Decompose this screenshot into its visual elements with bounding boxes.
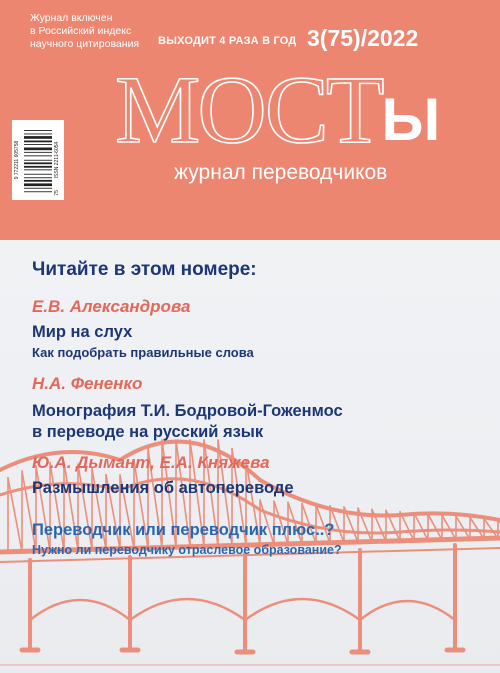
- cover-header: [0, 0, 500, 240]
- article-subtitle: Нужно ли переводчику отраслевое образование?: [32, 543, 342, 557]
- barcode-digits: 9 772211 605758: [14, 140, 20, 180]
- article-author: Ю.А. Дымант, Е.А. Княжева: [32, 453, 270, 472]
- article-author: Н.А. Фененко: [32, 374, 143, 393]
- journal-subtitle: журнал переводчиков: [174, 161, 388, 184]
- publication-frequency: ВЫХОДИТ 4 РАЗА В ГОД: [158, 35, 297, 47]
- barcode-issn: ISSN 2211-6054: [54, 141, 60, 179]
- article-author: Е.В. Александрова: [32, 297, 191, 316]
- indexed-note-line: в Российский индекс: [30, 25, 132, 37]
- article-title: Монография Т.И. Бодровой-Гоженмос: [32, 402, 343, 420]
- indexed-note-line: Журнал включен: [30, 12, 113, 24]
- contents-heading: Читайте в этом номере:: [32, 259, 257, 280]
- barcode-icon: [12, 120, 64, 200]
- barcode-addon: 75: [54, 190, 60, 196]
- masthead-outline-text: МОСТ: [115, 56, 382, 163]
- masthead-solid-letter: Ы: [381, 86, 440, 153]
- article-title: Мир на слух: [32, 323, 133, 341]
- article-title: Переводчик или переводчик плюс..?: [32, 521, 335, 539]
- issue-number: 3(75)/2022: [307, 25, 419, 51]
- indexed-note-line: научного цитирования: [30, 38, 140, 50]
- journal-masthead: [115, 56, 440, 172]
- article-title: Размышления об автопереводе: [32, 479, 294, 497]
- article-title-continued: в переводе на русский язык: [32, 423, 264, 441]
- article-subtitle: Как подобрать правильные слова: [32, 345, 254, 360]
